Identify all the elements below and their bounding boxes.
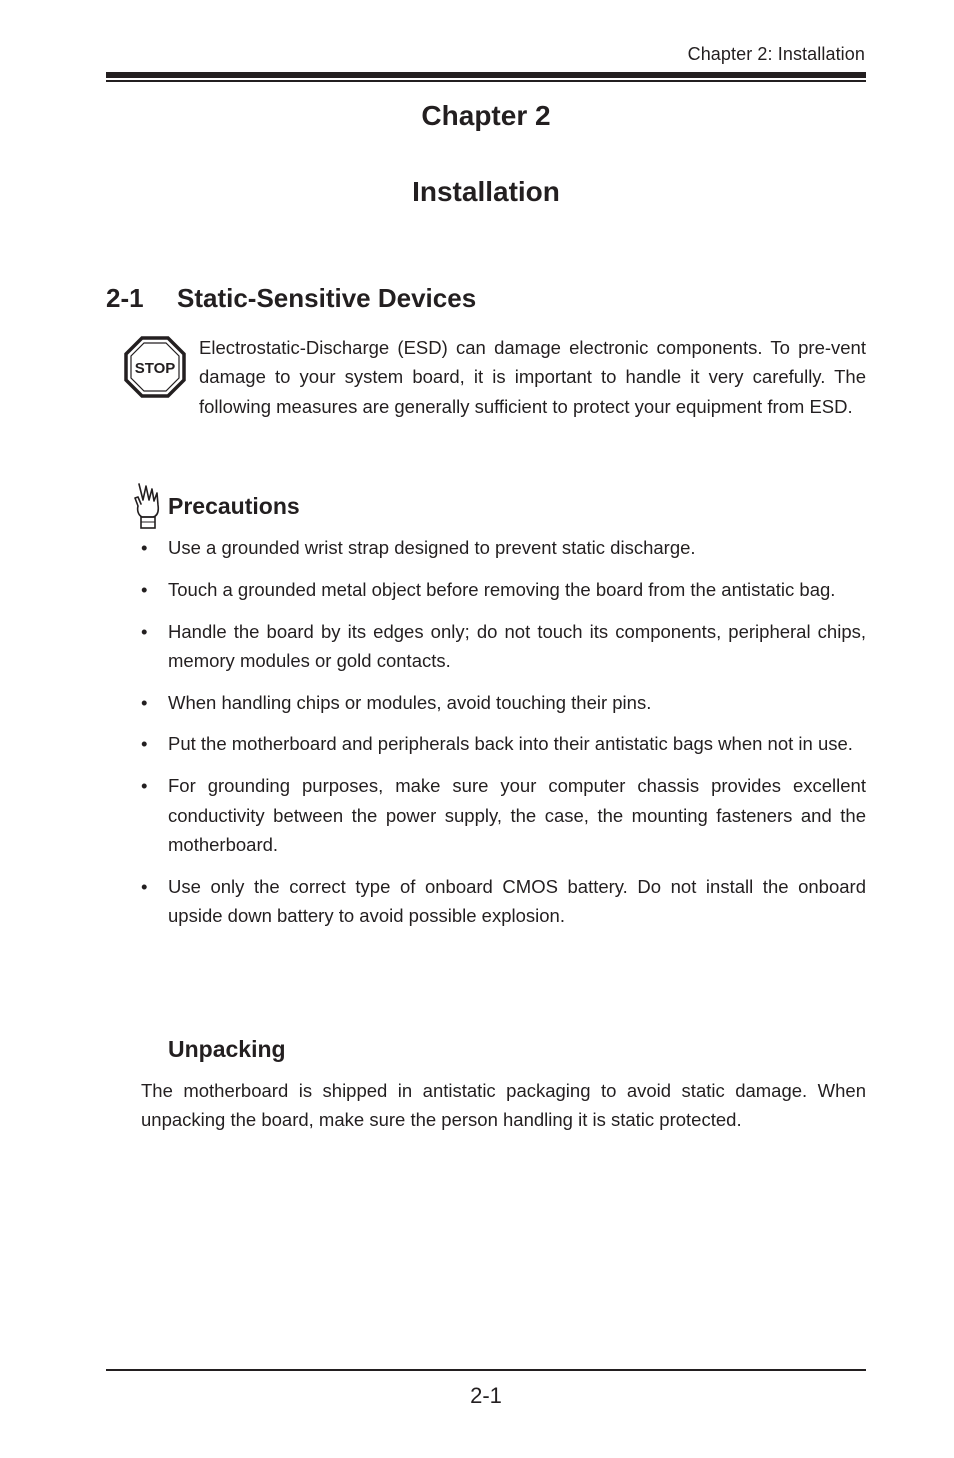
chapter-number: Chapter 2 bbox=[421, 100, 551, 131]
bullet: • bbox=[141, 733, 148, 755]
stop-sign-icon bbox=[124, 336, 186, 398]
intro-paragraph: Electrostatic-Discharge (ESD) can damage electronic components. To pre-vent damage to your system board, it is important to handle it very carefully. The following measures are generally sufficient to protect your equipment from ESD. bbox=[199, 337, 866, 417]
list-item bbox=[141, 771, 866, 859]
list-item bbox=[141, 575, 866, 604]
header-rule-thin bbox=[106, 80, 866, 82]
section-title: Static-Sensitive Devices bbox=[177, 283, 477, 313]
bullet: • bbox=[141, 875, 148, 897]
list-item-text: When handling chips or modules, avoid touching their pins. bbox=[168, 691, 652, 713]
list-item-text: Put the motherboard and peripherals back into their antistatic bags when not in use. bbox=[168, 733, 853, 755]
list-item-text: For grounding purposes, make sure your computer chassis provides excellent conductivity between the power supply, the case, the mounting fasteners and the motherboard. bbox=[168, 775, 866, 855]
list-item bbox=[141, 872, 866, 931]
bullet: • bbox=[141, 775, 148, 797]
list-item-text: Touch a grounded metal object before removing the board from the antistatic bag. bbox=[168, 578, 836, 600]
page-number: 2-1 bbox=[470, 1383, 502, 1408]
section-number: 2-1 bbox=[106, 283, 144, 313]
bullet: • bbox=[141, 537, 148, 558]
unpacking-paragraph: The motherboard is shipped in antistatic packaging to avoid static damage. When unpacking the board, make sure the person handling it is static protected. bbox=[141, 1080, 866, 1131]
precautions-list bbox=[141, 533, 866, 943]
pointing-hand-icon bbox=[132, 482, 162, 530]
unpacking-heading: Unpacking bbox=[168, 1036, 286, 1062]
precautions-heading: Precautions bbox=[168, 493, 300, 519]
list-item bbox=[141, 533, 866, 562]
list-item bbox=[141, 688, 866, 717]
list-item-text: Use only the correct type of onboard CMOS battery. Do not install the onboard upside down battery to avoid possible explosion. bbox=[168, 875, 866, 926]
bullet: • bbox=[141, 578, 148, 600]
list-item-text: Use a grounded wrist strap designed to prevent static discharge. bbox=[168, 537, 696, 558]
footer-rule bbox=[106, 1369, 866, 1371]
list-item-text: Handle the board by its edges only; do not touch its components, peripheral chips, memory modules or gold contacts. bbox=[168, 620, 866, 671]
list-item bbox=[141, 617, 866, 676]
section-heading bbox=[106, 283, 476, 314]
header-rule-thick bbox=[106, 72, 866, 78]
running-header: Chapter 2: Installation bbox=[687, 44, 865, 64]
stop-sign-label: STOP bbox=[134, 360, 176, 377]
chapter-title: Installation bbox=[412, 176, 560, 207]
bullet: • bbox=[141, 691, 148, 713]
bullet: • bbox=[141, 620, 148, 642]
list-item bbox=[141, 729, 866, 758]
